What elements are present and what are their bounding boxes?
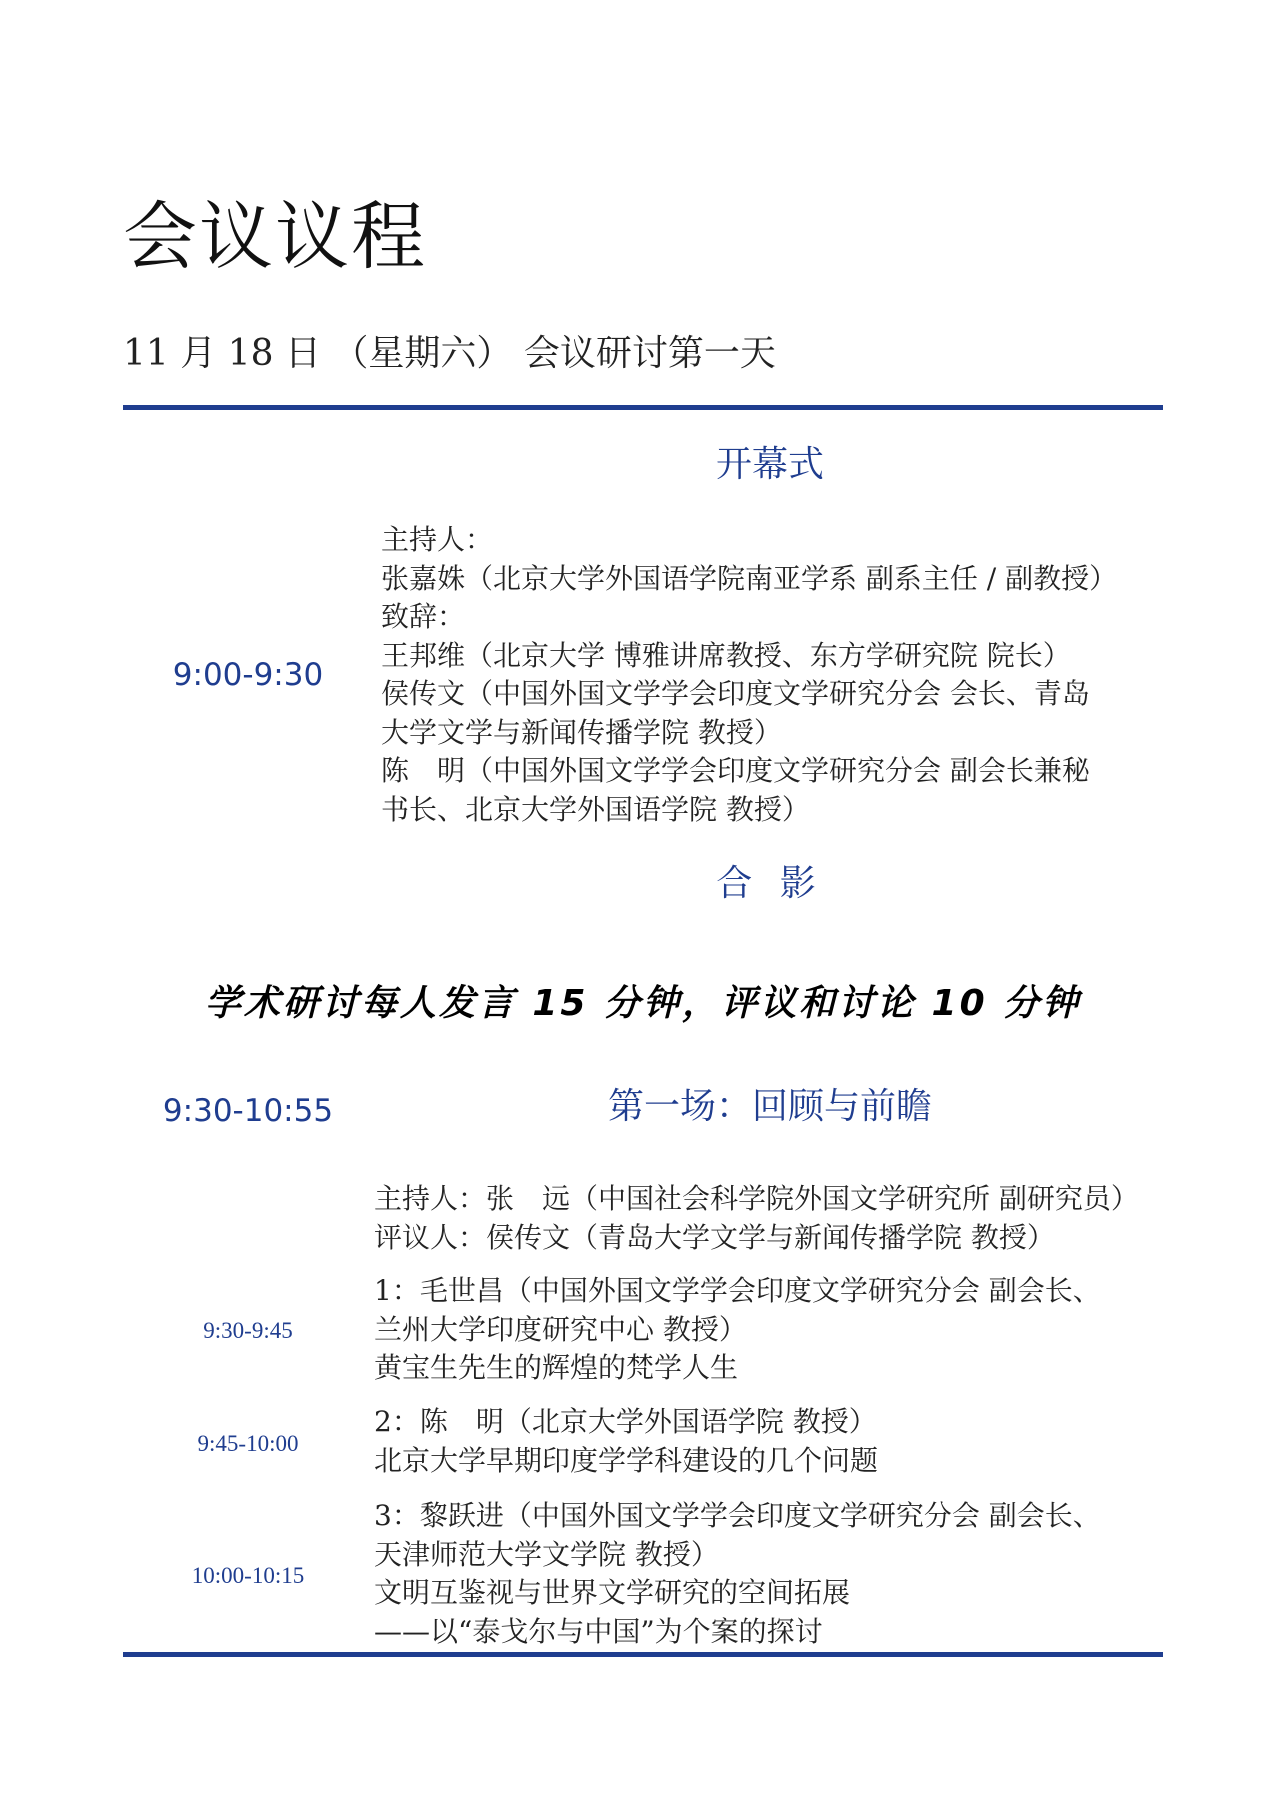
bottom-divider — [123, 1652, 1163, 1657]
talk-line: 兰州大学印度研究中心 教授） — [374, 1312, 747, 1346]
opening-line: 大学文学与新闻传播学院 教授） — [381, 715, 782, 749]
session1-heading: 第一场：回顾与前瞻 — [607, 1086, 932, 1127]
day-subtitle: 11 月 18 日 （星期六） 会议研讨第一天 — [123, 333, 776, 374]
opening-line: 侯传文（中国外国文学学会印度文学研究分会 会长、青岛 — [381, 677, 1090, 710]
opening-line: 王邦维（北京大学 博雅讲席教授、东方学研究院 院长） — [381, 638, 1071, 672]
opening-time: 9:00-9:30 — [172, 657, 324, 693]
talk-item — [374, 1403, 878, 1480]
opening-line: 陈 明（中国外国文学学会印度文学研究分会 副会长兼秘 — [381, 754, 1090, 787]
session1-time: 9:30-10:55 — [162, 1093, 334, 1129]
talk-line: 2：陈 明（北京大学外国语学院 教授） — [374, 1405, 877, 1438]
photo-heading: 合 影 — [716, 863, 824, 904]
talk-line: 1：毛世昌（中国外国文学学会印度文学研究分会 副会长、 — [374, 1274, 1101, 1307]
page-title: 会议议程 — [123, 194, 427, 280]
host-line: 主持人：张 远（中国社会科学院外国文学研究所 副研究员） — [374, 1182, 1139, 1215]
opening-heading: 开幕式 — [715, 444, 824, 485]
speaking-rules-banner: 学术研讨每人发言 15 分钟，评议和讨论 10 分钟 — [204, 983, 1082, 1024]
talk-title: 文明互鉴视与世界文学研究的空间拓展 — [374, 1576, 851, 1609]
talk-title: 黄宝生先生的辉煌的梵学人生 — [374, 1351, 739, 1384]
evaluator-line: 评议人：侯传文（青岛大学文学与新闻传播学院 教授） — [374, 1220, 1055, 1254]
talk-item — [374, 1272, 1101, 1388]
opening-line: 书长、北京大学外国语学院 教授） — [381, 792, 810, 826]
talk-line: 3：黎跃进（中国外国文学学会印度文学研究分会 副会长、 — [374, 1499, 1101, 1532]
talk-title: 北京大学早期印度学学科建设的几个问题 — [374, 1443, 879, 1477]
talk-subtitle: ——以“泰戈尔与中国”为个案的探讨 — [374, 1614, 823, 1648]
talk-item — [374, 1497, 1101, 1651]
opening-line: 张嘉姝（北京大学外国语学院南亚学系 副系主任 / 副教授） — [381, 561, 1118, 595]
top-divider — [123, 405, 1163, 410]
opening-line: 主持人： — [381, 523, 494, 556]
talk-time: 10:00-10:15 — [191, 1563, 305, 1588]
session1-hosts — [374, 1180, 1139, 1257]
opening-line: 致辞： — [381, 600, 466, 633]
talk-line: 天津师范大学文学院 教授） — [374, 1537, 719, 1571]
talk-time: 9:30-9:45 — [203, 1318, 293, 1343]
opening-details — [381, 521, 1117, 829]
talk-time: 9:45-10:00 — [197, 1431, 299, 1456]
